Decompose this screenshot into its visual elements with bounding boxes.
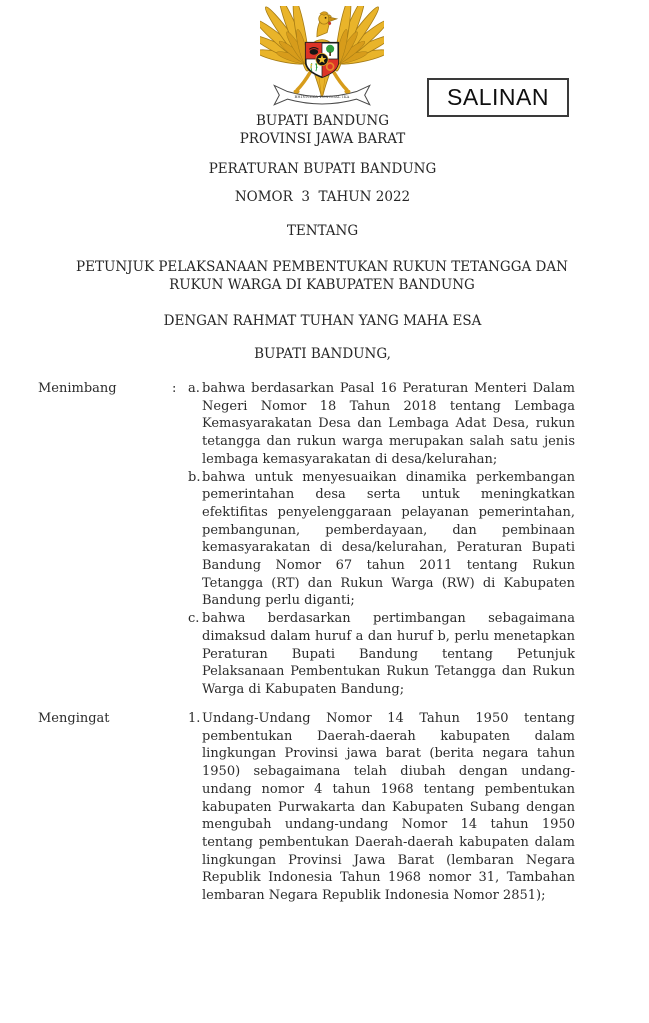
considering-item-b xyxy=(188,469,575,611)
legal-basis-section xyxy=(38,710,575,905)
emblem-motto: BHINNEKA TUNGGAL IKA xyxy=(294,95,350,100)
considering-colon: : xyxy=(172,381,177,396)
legal-basis-items xyxy=(188,710,575,905)
garuda-pancasila-emblem xyxy=(260,6,384,112)
salinan-stamp-label: SALINAN xyxy=(447,84,549,110)
item-marker: 1. xyxy=(188,711,201,726)
authority-province: PROVINSI JAWA BARAT xyxy=(239,131,406,147)
item-text: bahwa berdasarkan Pasal 16 Peraturan Menteri Dalam Negeri Nomor 18 Tahun 2018 tentang Lembaga Kemasyarakatan Desa dan Lembaga Adat Desa, rukun tetangga dan rukun warga merupakan salah satu jenis lembaga kemasyarakatan di desa/kelurahan; xyxy=(202,381,575,467)
item-marker: a. xyxy=(188,381,200,396)
considering-items xyxy=(188,380,575,699)
legal-basis-row xyxy=(38,710,575,905)
considering-item-a xyxy=(188,380,575,469)
authority-name: BUPATI BANDUNG xyxy=(255,113,390,129)
item-marker: c. xyxy=(188,611,200,627)
item-text: bahwa untuk menyesuaikan dinamika perkembangan pemerintahan desa serta untuk meningkatkan efektifitas penyelenggaraan pelayanan pemerintahan, pembangunan, pemberdayaan, dan pembinaan kemasyarakatan di desa/kelurahan, Peraturan Bupati Bandung Nomor 67 tahun 2011 tentang Rukun Tetangga (RT) dan Rukun Warga (RW) di Kabupaten Bandung perlu diganti; xyxy=(202,469,575,609)
document-type: PERATURAN BUPATI BANDUNG xyxy=(208,161,437,177)
about-label: TENTANG xyxy=(286,223,359,239)
item-text: Undang-Undang Nomor 14 Tahun 1950 tentang pembentukan Daerah-daerah kabupaten dalam lingkungan Provinsi jawa barat (berita negara tahun 1950) sebagaimana telah diubah dengan undang-undang nomor 4 tahun 1968 tentang pembentukan kabupaten Purwakarta dan Kabupaten Subang dengan mengubah undang-undang Nomor 14 tahun 1950 tentang pembentukan Daerah-daerah kabupaten dalam lingkungan Provinsi Jawa Barat (lembaran Negara Republik Indonesia Tahun 1968 nomor 31, Tambahan lembaran Negara Republik Indonesia Nomor 2851); xyxy=(202,711,575,904)
considering-item-c xyxy=(188,610,575,699)
document-title: PETUNJUK PELAKSANAAN PEMBENTUKAN RUKUN TETANGGA DAN RUKUN WARGA DI KABUPATEN BANDUNG xyxy=(76,259,573,293)
legal-basis-label: Mengingat xyxy=(38,711,110,726)
document-number: NOMOR 3 TAHUN 2022 xyxy=(234,189,411,205)
considering-label: Menimbang xyxy=(38,381,117,396)
issuer-line: BUPATI BANDUNG, xyxy=(254,346,391,362)
garuda-pancasila-icon xyxy=(260,6,384,112)
invocation-line: DENGAN RAHMAT TUHAN YANG MAHA ESA xyxy=(163,313,482,329)
legal-basis-item-1 xyxy=(188,710,575,905)
considering-section xyxy=(38,380,575,699)
considering-row xyxy=(38,380,575,699)
item-text: bahwa berdasarkan pertimbangan sebagaimana dimaksud dalam huruf a dan huruf b, perlu menetapkan Peraturan Bupati Bandung tentang Petunjuk Pelaksanaan Pembentukan Rukun Tetangga dan Rukun Warga di Kabupaten Bandung; xyxy=(202,611,575,697)
item-marker: b. xyxy=(188,469,201,485)
